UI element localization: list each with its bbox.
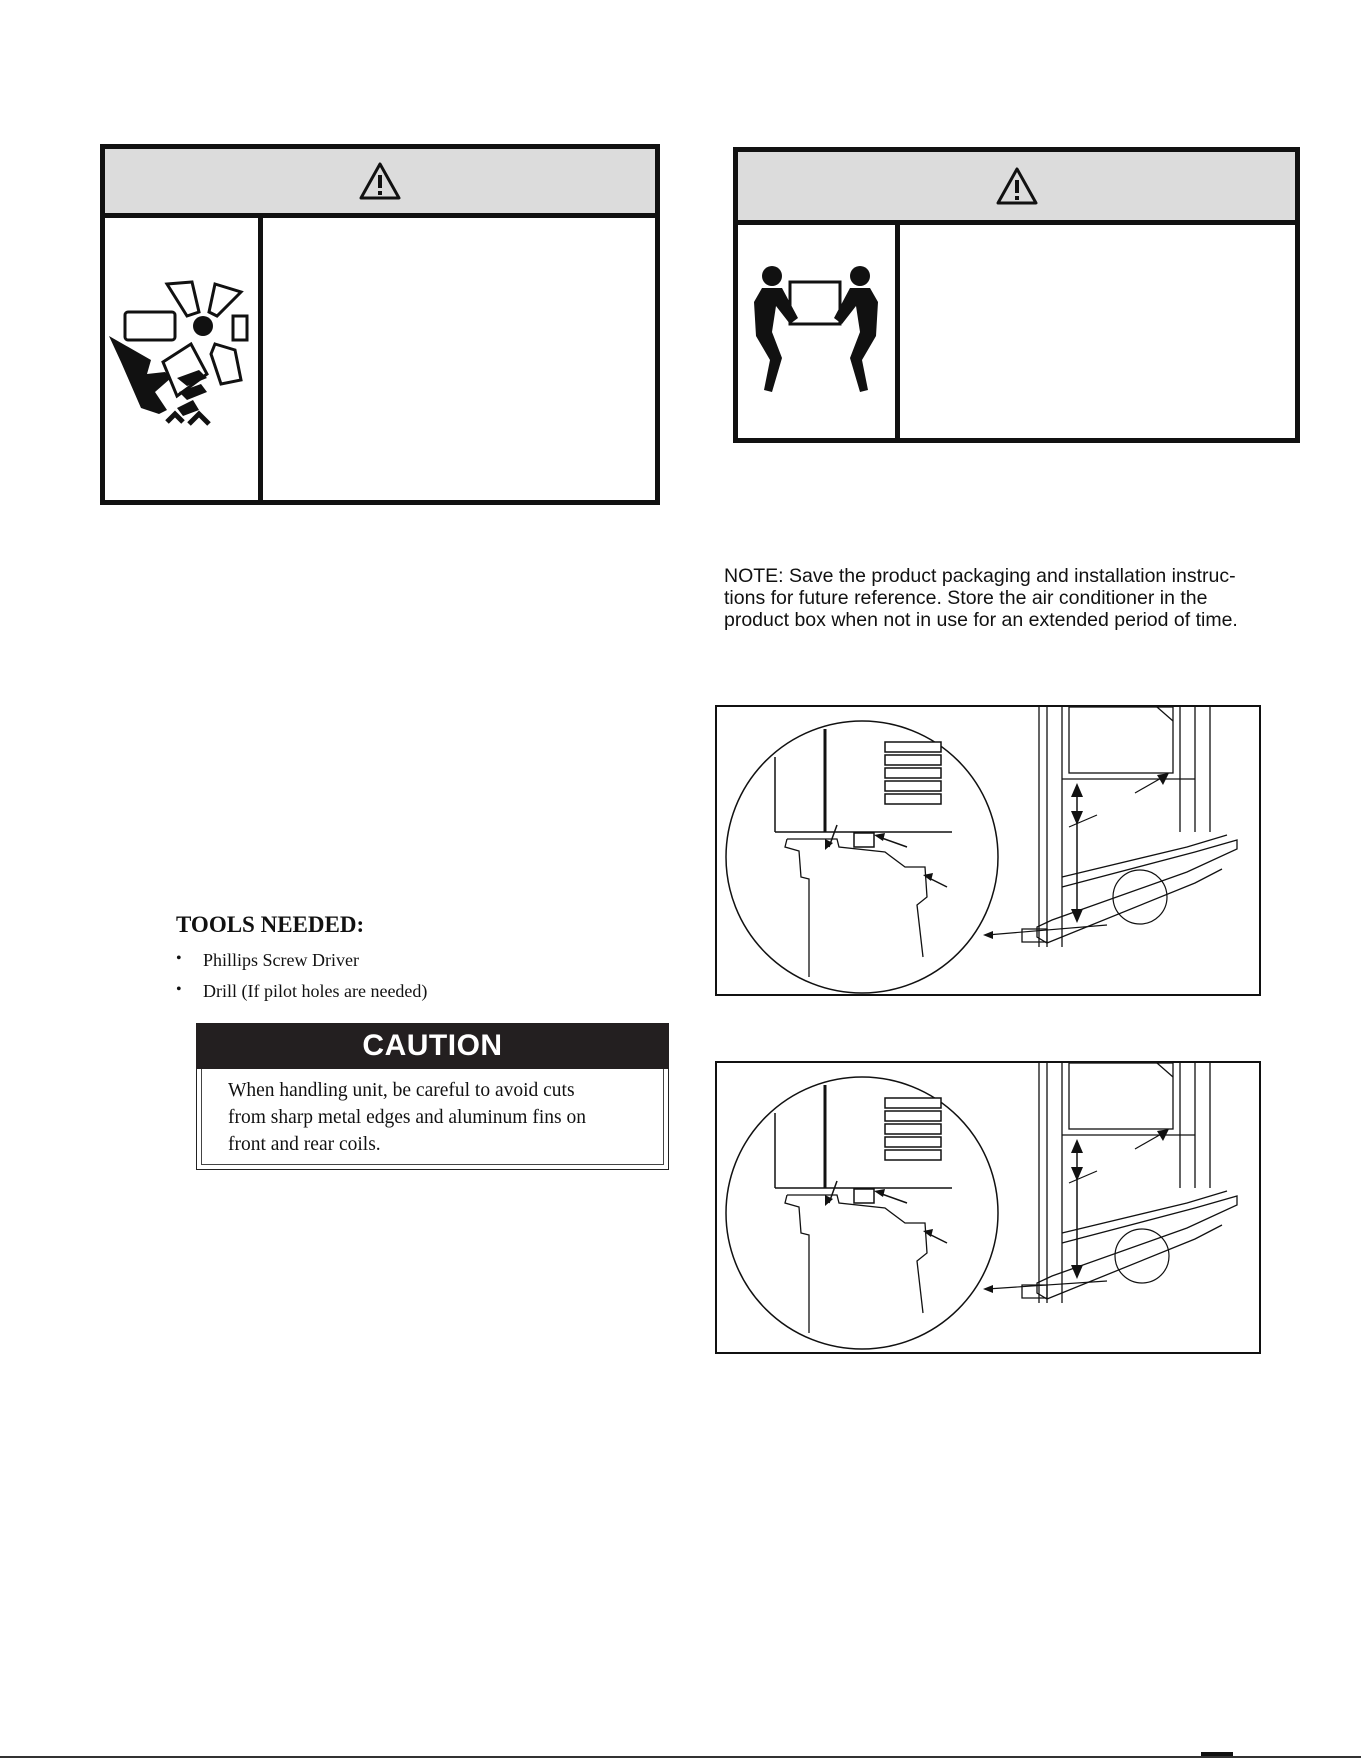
packaging-note — [724, 565, 1284, 631]
caution-label: CAUTION — [196, 1023, 669, 1069]
note-line: product box when not in use for an extended period of time. — [724, 609, 1238, 631]
warning-header — [738, 152, 1295, 225]
page-footer-mark — [1201, 1752, 1233, 1756]
tools-list — [176, 950, 427, 1012]
bullet-icon: • — [176, 981, 182, 998]
window-sill-installation-diagram-2 — [715, 1061, 1261, 1354]
two-person-lift-icon — [738, 225, 900, 438]
caution-box — [196, 1023, 669, 1170]
note-line: NOTE: Save the product packaging and installation instruc- — [724, 565, 1236, 587]
fan-blade-hand-hazard-icon — [105, 218, 263, 500]
caution-text: When handling unit, be careful to avoid cuts from sharp metal edges and aluminum fins on front and rear coils. — [228, 1080, 586, 1155]
list-item: • Phillips Screw Driver — [176, 950, 359, 970]
note-line: tions for future reference. Store the air conditioner in the — [724, 587, 1208, 609]
warning-header — [105, 149, 655, 218]
warning-box-fan-hazard — [100, 144, 660, 505]
warning-triangle-icon — [358, 161, 402, 201]
warning-box-heavy-lift — [733, 147, 1300, 443]
list-item: • Drill (If pilot holes are needed) — [176, 981, 428, 1001]
warning-triangle-icon — [995, 166, 1039, 206]
page-footer-rule — [0, 1756, 1361, 1758]
bullet-icon: • — [176, 950, 182, 967]
window-sill-installation-diagram-1 — [715, 705, 1261, 996]
tools-needed-heading: TOOLS NEEDED: — [176, 912, 365, 937]
